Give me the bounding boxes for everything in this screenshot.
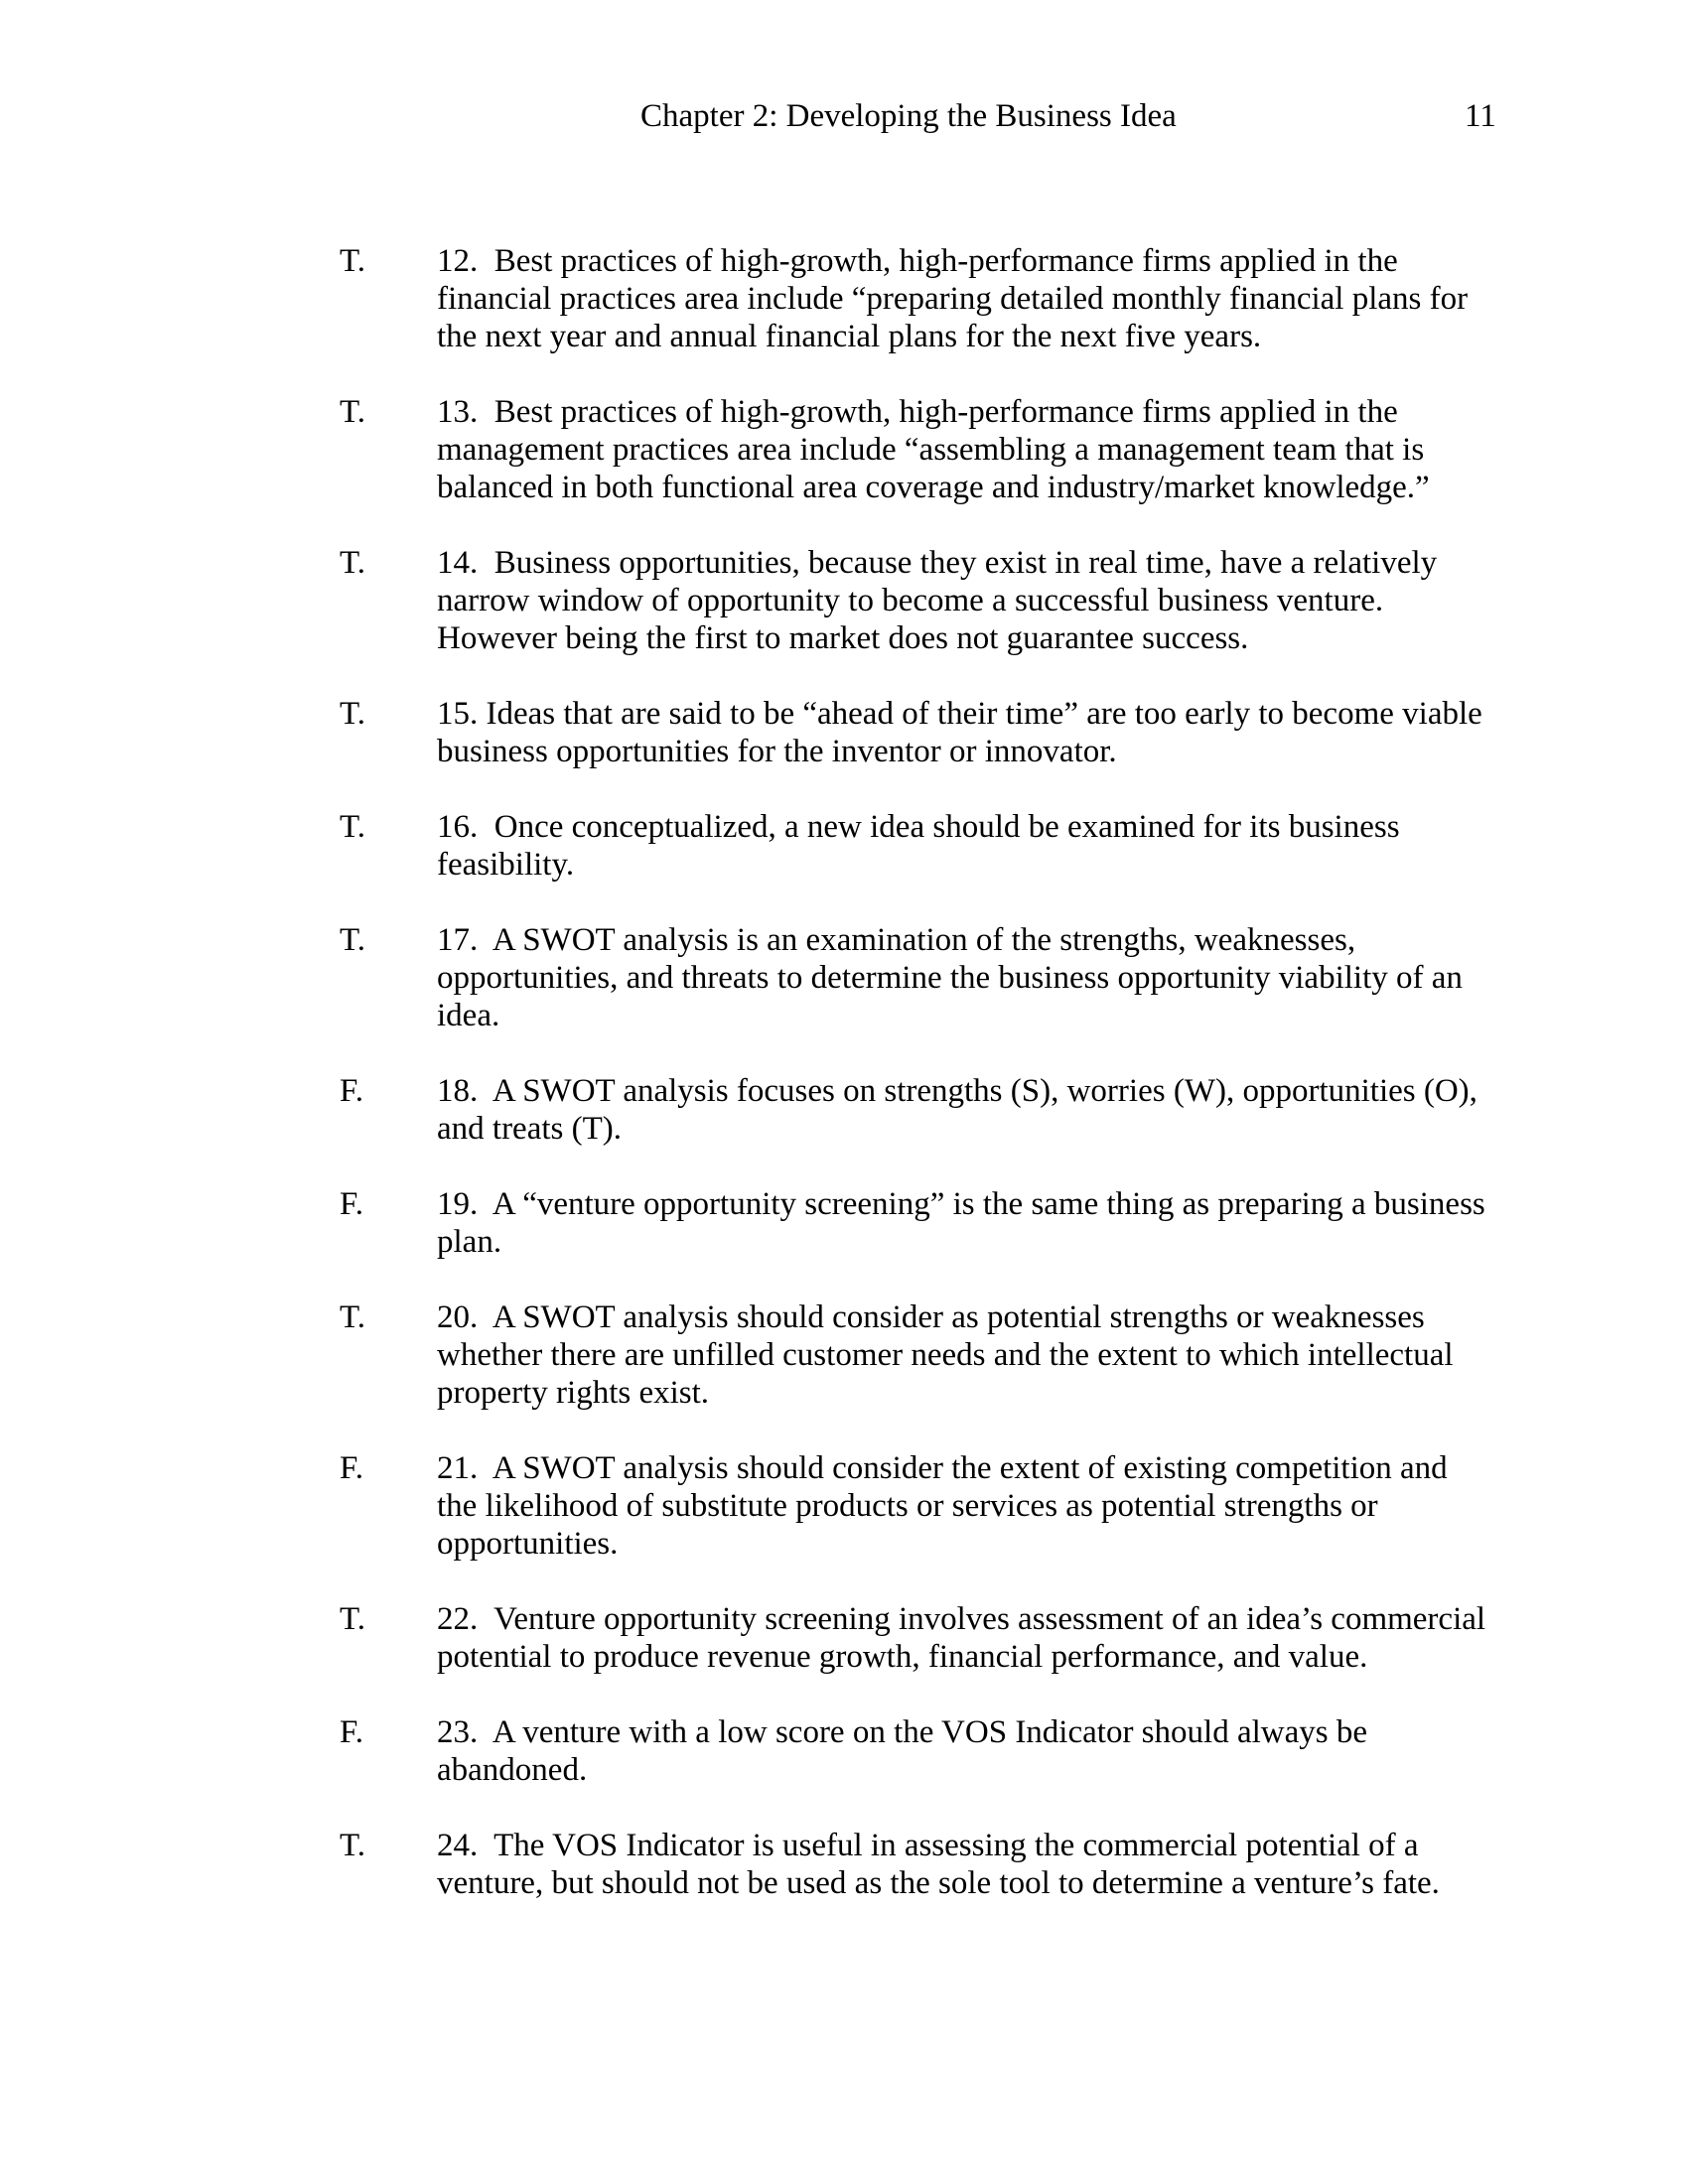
question-text: 24. The VOS Indicator is useful in assessing the commercial potential of a venture, but should not be used as the sole tool to determine a venture’s fate. xyxy=(437,1828,1440,1901)
answer-letter: T. xyxy=(340,545,365,581)
answer-letter: T. xyxy=(340,1828,365,1863)
page-header xyxy=(0,0,1688,135)
answer-letter: F. xyxy=(340,1073,363,1109)
answer-letter: F. xyxy=(340,1450,363,1486)
question-text: 15. Ideas that are said to be “ahead of their time” are too early to become viable business opportunities for the inventor or innovator. xyxy=(437,696,1491,769)
question-row xyxy=(340,393,1688,506)
answer-letter: T. xyxy=(340,243,365,279)
question-text: 22. Venture opportunity screening involves assessment of an idea’s commercial potential to produce revenue growth, financial performance, and value. xyxy=(437,1601,1494,1675)
question-text: 20. A SWOT analysis should consider as potential strengths or weaknesses whether there are unfilled customer needs and the extent to which intellectual property rights exist. xyxy=(437,1299,1462,1411)
question-text: 18. A SWOT analysis focuses on strengths (S), worries (W), opportunities (O), and treats (T). xyxy=(437,1073,1486,1147)
question-row xyxy=(340,1449,1688,1563)
question-text: 19. A “venture opportunity screening” is the same thing as preparing a business plan. xyxy=(437,1186,1494,1260)
question-row xyxy=(340,1298,1688,1412)
page-title: Chapter 2: Developing the Business Idea xyxy=(640,98,1177,134)
question-row xyxy=(340,808,1688,884)
question-row xyxy=(340,1713,1688,1789)
answer-letter: T. xyxy=(340,1299,365,1335)
question-row xyxy=(340,1185,1688,1261)
question-list xyxy=(0,135,1688,1902)
answer-letter: F. xyxy=(340,1186,363,1222)
question-text: 23. A venture with a low score on the VOS Indicator should always be abandoned. xyxy=(437,1714,1376,1788)
page-number: 11 xyxy=(1465,98,1496,134)
answer-letter: T. xyxy=(340,809,365,845)
question-row xyxy=(340,921,1688,1034)
answer-letter: F. xyxy=(340,1714,363,1750)
question-text: 14. Business opportunities, because they exist in real time, have a relatively narrow window of opportunity to become a successful business venture. However being the first to market does not guarantee success. xyxy=(437,545,1446,656)
answer-letter: T. xyxy=(340,1601,365,1637)
question-row xyxy=(340,1072,1688,1148)
question-row xyxy=(340,695,1688,770)
answer-letter: T. xyxy=(340,394,365,430)
question-row xyxy=(340,1600,1688,1676)
question-text: 13. Best practices of high-growth, high-performance firms applied in the management practices area include “assembling a management team that is balanced in both functional area coverage and industry/market knowledge.” xyxy=(437,394,1433,505)
question-row xyxy=(340,1827,1688,1902)
answer-letter: T. xyxy=(340,922,365,958)
question-text: 21. A SWOT analysis should consider the extent of existing competition and the likelihood of substitute products or services as potential strengths or opportunities. xyxy=(437,1450,1456,1562)
question-text: 17. A SWOT analysis is an examination of the strengths, weaknesses, opportunities, and threats to determine the business opportunity viability of an idea. xyxy=(437,922,1472,1033)
question-row xyxy=(340,242,1688,355)
question-text: 16. Once conceptualized, a new idea should be examined for its business feasibility. xyxy=(437,809,1408,883)
answer-letter: T. xyxy=(340,696,365,732)
question-row xyxy=(340,544,1688,657)
question-text: 12. Best practices of high-growth, high-performance firms applied in the financial practices area include “preparing detailed monthly financial plans for the next year and annual financial plans for the next five years. xyxy=(437,243,1477,354)
